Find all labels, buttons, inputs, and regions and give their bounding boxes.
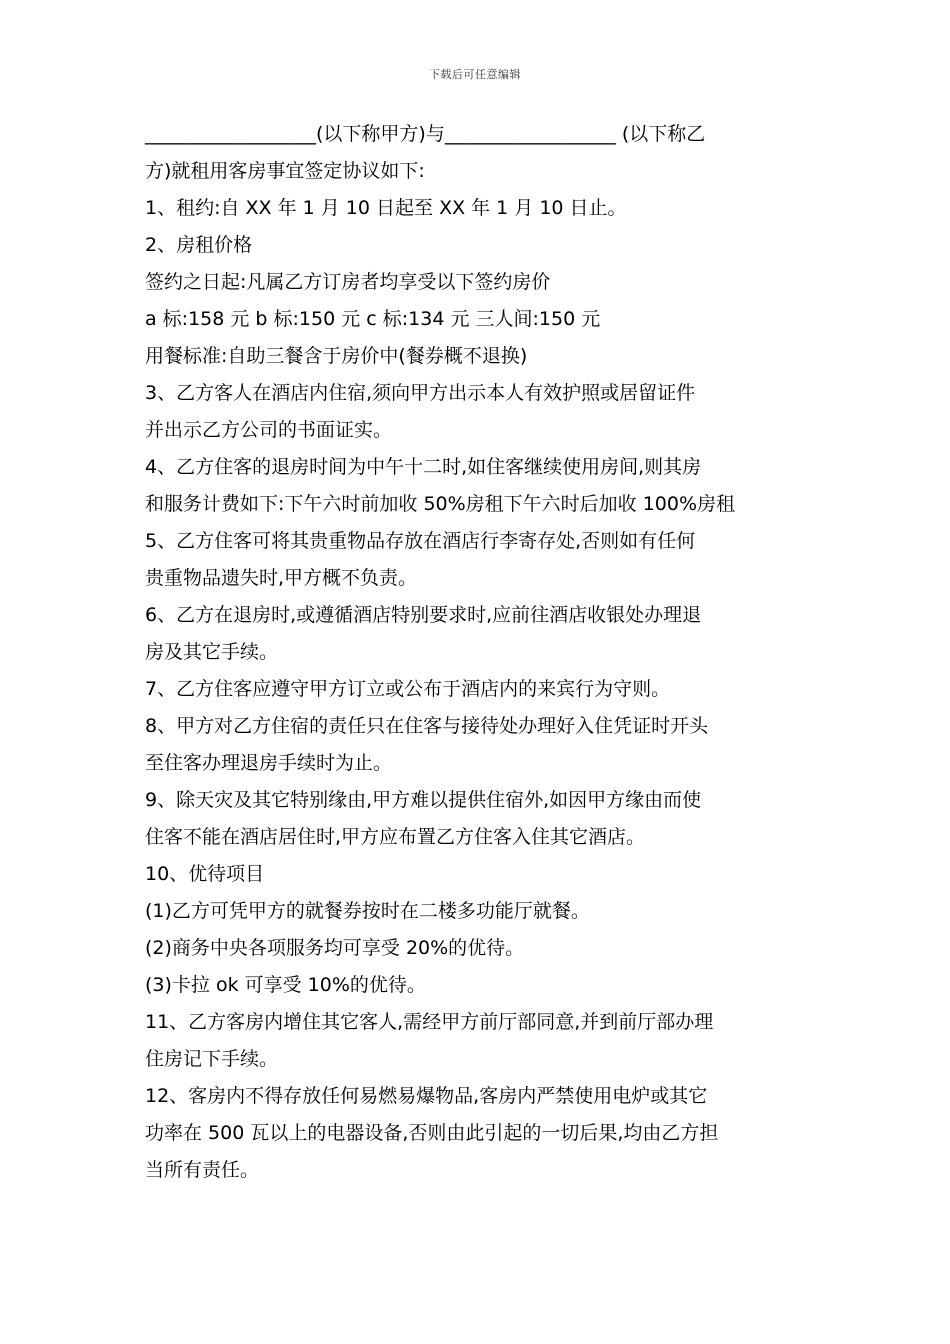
text-line: 6、乙方在退房时,或遵循酒店特别要求时,应前往酒店收银处办理退: [145, 604, 702, 626]
text-line: 3、乙方客人在酒店内住宿,须向甲方出示本人有效护照或居留证件: [145, 382, 696, 404]
text-line: 12、客房内不得存放任何易燃易爆物品,客房内严禁使用电炉或其它: [145, 1085, 708, 1107]
text-line: 5、乙方住客可将其贵重物品存放在酒店行李寄存处,否则如有任何: [145, 530, 696, 552]
text-line: 房及其它手续。: [145, 641, 279, 663]
text-line: __________________(以下称甲方)与__________________ (以下称乙: [145, 123, 706, 145]
text-line: 贵重物品遗失时,甲方概不负责。: [145, 567, 418, 589]
text-line: 1、租约:自 XX 年 1 月 10 日起至 XX 年 1 月 10 日止。: [145, 197, 627, 219]
contract-body: [145, 116, 810, 1189]
text-line: 方)就租用客房事宜签定协议如下:: [145, 160, 425, 182]
text-line: 用餐标准:自助三餐含于房价中(餐券概不退换): [145, 345, 528, 367]
text-line: 住房记下手续。: [145, 1048, 279, 1070]
text-line: 住客不能在酒店居住时,甲方应布置乙方住客入住其它酒店。: [145, 826, 646, 848]
text-line: 2、房租价格: [145, 234, 253, 256]
text-line: a 标:158 元 b 标:150 元 c 标:134 元 三人间:150 元: [145, 308, 601, 330]
text-line: 8、甲方对乙方住宿的责任只在住客与接待处办理好入住凭证时开头: [145, 715, 709, 737]
text-line: 并出示乙方公司的书面证实。: [145, 419, 393, 441]
text-line: 11、乙方客房内增住其它客人,需经甲方前厅部同意,并到前厅部办理: [145, 1011, 714, 1033]
text-line: (1)乙方可凭甲方的就餐券按时在二楼多功能厅就餐。: [145, 900, 590, 922]
text-line: (3)卡拉 ok 可享受 10%的优待。: [145, 974, 426, 996]
text-line: 功率在 500 瓦以上的电器设备,否则由此引起的一切后果,均由乙方担: [145, 1122, 719, 1144]
text-line: 和服务计费如下:下午六时前加收 50%房租下午六时后加收 100%房租: [145, 493, 736, 515]
text-line: 7、乙方住客应遵守甲方订立或公布于酒店内的来宾行为守则。: [145, 678, 671, 700]
text-line: 当所有责任。: [145, 1159, 260, 1181]
text-line: (2)商务中央各项服务均可享受 20%的优待。: [145, 937, 525, 959]
text-line: 签约之日起:凡属乙方订房者均享受以下签约房价: [145, 271, 551, 293]
text-line: 9、除天灾及其它特别缘由,甲方难以提供住宿外,如因甲方缘由而使: [145, 789, 702, 811]
text-line: 10、优待项目: [145, 863, 265, 885]
page-header-note: 下载后可任意编辑: [429, 68, 521, 81]
text-line: 4、乙方住客的退房时间为中午十二时,如住客继续使用房间,则其房: [145, 456, 702, 478]
text-line: 至住客办理退房手续时为止。: [145, 752, 393, 774]
